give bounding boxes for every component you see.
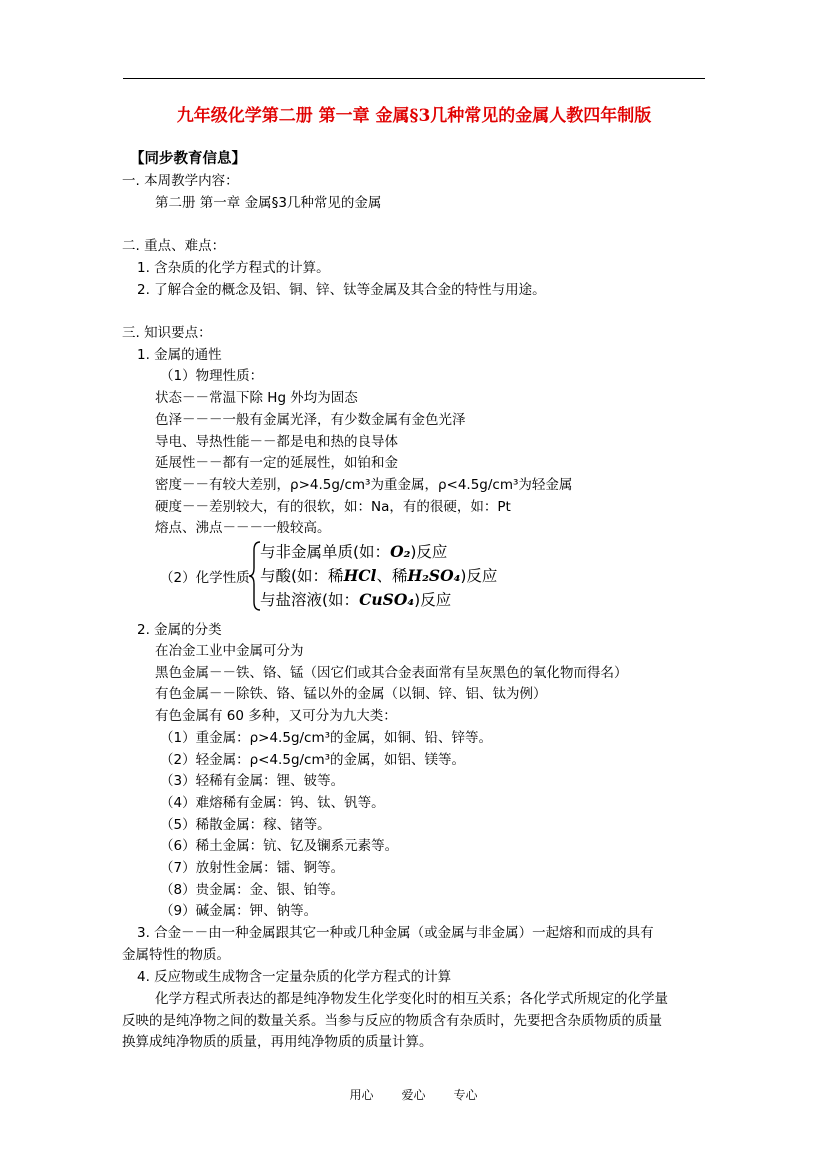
footer-text: 专心 [453, 1088, 478, 1102]
text-line: 状态－－常温下除 Hg 外均为固态 [155, 390, 358, 406]
text-line: （9）碱金属：钾、钠等。 [160, 903, 318, 919]
text-line: （2）轻金属：ρ<4.5g/cm³的金属，如铝、镁等。 [160, 752, 466, 768]
page-footer [0, 1086, 827, 1103]
chemical-properties-block [160, 540, 560, 612]
text-line: 2. 金属的分类 [137, 622, 222, 638]
text-line: 有色金属有 60 多种，又可分为九大类： [155, 708, 397, 724]
text-line: 1. 含杂质的化学方程式的计算。 [137, 260, 330, 276]
chemical-property-item: 与盐溶液(如：CuSO₄)反应 [260, 590, 452, 609]
text-line: （5）稀散金属：稼、锗等。 [160, 817, 331, 833]
chemical-property-item: 与酸(如：稀HCl、稀H₂SO₄)反应 [260, 566, 498, 585]
text-line: 3. 合金－－由一种金属跟其它一种或几种金属（或金属与非金属）一起熔和而成的具有 [137, 925, 654, 941]
text-line: 三. 知识要点： [122, 325, 212, 341]
text-line: （3）轻稀有金属：锂、铍等。 [160, 773, 345, 789]
header-rule [123, 78, 705, 79]
text-line: 化学方程式所表达的都是纯净物发生化学变化时的相互关系；各化学式所规定的化学量 [155, 991, 668, 1007]
text-line: 导电、导热性能－－都是电和热的良导体 [155, 434, 398, 450]
text-line: （7）放射性金属：镭、锕等。 [160, 860, 345, 876]
text-line: 换算成纯净物质的质量，再用纯净物质的质量计算。 [122, 1034, 433, 1050]
text-line: 色泽－－－一般有金属光泽，有少数金属有金色光泽 [155, 412, 466, 428]
text-line: （1）物理性质： [160, 368, 264, 384]
text-line: 一. 本周教学内容： [122, 173, 239, 189]
text-line: （4）难熔稀有金属：钨、钛、钒等。 [160, 795, 385, 811]
text-line: 第二册 第一章 金属§3几种常见的金属 [155, 195, 382, 211]
chemical-properties-label: （2）化学性质 [160, 570, 250, 586]
text-line: 在冶金工业中金属可分为 [155, 643, 304, 659]
text-line: （1）重金属：ρ>4.5g/cm³的金属，如铜、铅、锌等。 [160, 730, 493, 746]
text-line: 二. 重点、难点： [122, 238, 226, 254]
text-line: 硬度－－差别较大，有的很软，如：Na，有的很硬，如：Pt [155, 499, 511, 515]
text-line: 1. 金属的通性 [137, 347, 222, 363]
text-line: （8）贵金属：金、银、铂等。 [160, 882, 345, 898]
text-line: （6）稀土金属：钪、钇及镧系元素等。 [160, 838, 399, 854]
chemical-property-item: 与非金属单质(如：O₂)反应 [260, 542, 448, 561]
text-line: 4. 反应物或生成物含一定量杂质的化学方程式的计算 [137, 969, 452, 985]
text-line: 黑色金属－－铁、铬、锰（因它们或其合金表面常有呈灰黑色的氧化物而得名） [155, 665, 628, 681]
text-line: 熔点、沸点－－－一般较高。 [155, 520, 331, 536]
section-heading: 【同步教育信息】 [130, 151, 246, 167]
footer-text: 用心 [349, 1088, 374, 1102]
text-line: 密度－－有较大差别，ρ>4.5g/cm³为重金属，ρ<4.5g/cm³为轻金属 [155, 477, 573, 493]
text-line: 2. 了解合金的概念及铝、铜、锌、钛等金属及其合金的特性与用途。 [137, 282, 546, 298]
text-line: 金属特性的物质。 [122, 947, 230, 963]
text-line: 反映的是纯净物之间的数量关系。当参与反应的物质含有杂质时，先要把含杂质物质的质量 [122, 1013, 662, 1029]
document-title: 九年级化学第二册 第一章 金属§3几种常见的金属人教四年制版 [176, 106, 652, 126]
text-line: 有色金属－－除铁、铬、锰以外的金属（以铜、锌、铝、钛为例） [155, 686, 547, 702]
footer-text: 爱心 [401, 1088, 426, 1102]
text-line: 延展性－－都有一定的延展性，如铂和金 [155, 455, 398, 471]
